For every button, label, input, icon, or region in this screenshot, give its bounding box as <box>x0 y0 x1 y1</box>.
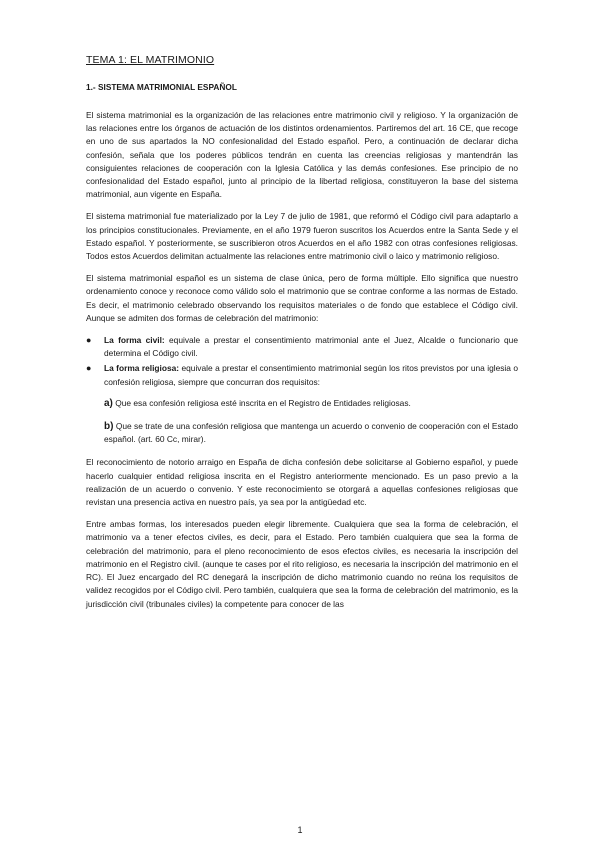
requirement-letter: b) <box>104 421 114 433</box>
list-item-text: equivale a prestar el consentimiento matrimonial según los ritos previstos por una iglesia o confesión religiosa, siempre que concurran dos requisitos: <box>104 363 518 387</box>
forms-list <box>86 334 518 389</box>
paragraph-4: El reconocimiento de notorio arraigo en España de dicha confesión debe solicitarse al Gobierno español, y puede hacerlo cualquier entidad religiosa inscrita en el Registro anteriormente mencionado. Es un paso previo a la realización de un acuerdo o convenio. Y este reconocimiento se otorgará a aquellas confesiones religiosas que revistan una presencia activa en nuestro país, ya sea por la antigüedad etc. <box>86 457 518 508</box>
paragraph-5: Entre ambas formas, los interesados pueden elegir libremente. Cualquiera que sea la forma de celebración, el matrimonio va a tener efectos civiles, es decir, para el Estado. Pero también cualquiera que sea la forma de celebración del matrimonio, para el pleno reconocimiento de esos efectos civiles, es necesaria la inscripción del matrimonio en el Registro civil. (aunque te cases por el rito religioso, es necesaria la inscripción del matrimonio en el RC). El Juez encargado del RC denegará la inscripción de dicho matrimonio cuando no reúna los requisitos de validez recogidos por el Código civil. Pero también, cualquiera que sea la forma de celebración del matrimonio, es la jurisdicción civil (tribunales civiles) la competente para conocer de las <box>86 519 519 609</box>
paragraph-1: El sistema matrimonial es la organización de las relaciones entre matrimonio civil y religioso. Y la organización de las relaciones entre los órganos de actuación de los distintos ordenamientos. Partiremos del art. 16 CE, que recoge en uno de sus apartados la NO confesionalidad del Estado español. Pero, a continuación de declarar dicha confesión, señala que los poderes públicos tendrán en cuenta las creencias religiosas y mantendrán las consiguientes relaciones de cooperación con la Iglesia Católica y las demás confesiones. Ese principio de no confesionalidad del Estado español, junto al principio de la libertad religiosa, constituyeron la base del sistema matrimonial, aun vigente en España. <box>86 110 518 200</box>
list-item-text: equivale a prestar el consentimiento matrimonial ante el Juez, Alcalde o funcionario que determina el Código civil. <box>104 335 519 359</box>
paragraph-2: El sistema matrimonial fue materializado por la Ley 7 de julio de 1981, que reformó el Código civil para adaptarlo a los principios constitucionales. Previamente, en el año 1979 fueron suscritos los Acuerdos entre la Santa Sede y el Estado español. Y posteriormente, se suscribieron otros Acuerdos en el año 1982 con otras confesiones religiosas. Todos estos Acuerdos delimitan actualmente las relaciones entre matrimonio civil o laico y matrimonio religioso. <box>86 211 518 262</box>
page-title: TEMA 1: EL MATRIMONIO <box>86 54 215 66</box>
list-item-label: La forma religiosa: <box>104 363 180 374</box>
bullet-icon: ● <box>86 335 92 346</box>
requirement-b <box>104 420 518 446</box>
list-item-civil-form <box>86 334 518 360</box>
requirement-text: Que esa confesión religiosa esté inscrita en el Registro de Entidades religiosas. <box>112 397 411 408</box>
list-item-religious-form <box>86 362 518 388</box>
requirement-text: Que se trate de una confesión religiosa que mantenga un acuerdo o convenio de cooperación con el Estado español. (art. 60 Cc, mirar). <box>104 421 518 445</box>
requirement-letter: a) <box>104 397 113 409</box>
page-content <box>86 54 518 620</box>
list-item-label: La forma civil: <box>104 335 165 346</box>
section-heading: 1.- SISTEMA MATRIMONIAL ESPAÑOL <box>86 82 237 92</box>
page-number: 1 <box>297 825 303 835</box>
requirement-a <box>104 397 518 410</box>
paragraph-3: El sistema matrimonial español es un sistema de clase única, pero de forma múltiple. Ello significa que nuestro ordenamiento conoce y reconoce como válido solo el matrimonio que se contrae conforme a las normas de Estado. Es decir, el matrimonio celebrado observando los requisitos materiales o de fondo que establece el Código civil. Aunque se admiten dos formas de celebración del matrimonio: <box>86 273 518 323</box>
bullet-icon: ● <box>86 363 92 374</box>
